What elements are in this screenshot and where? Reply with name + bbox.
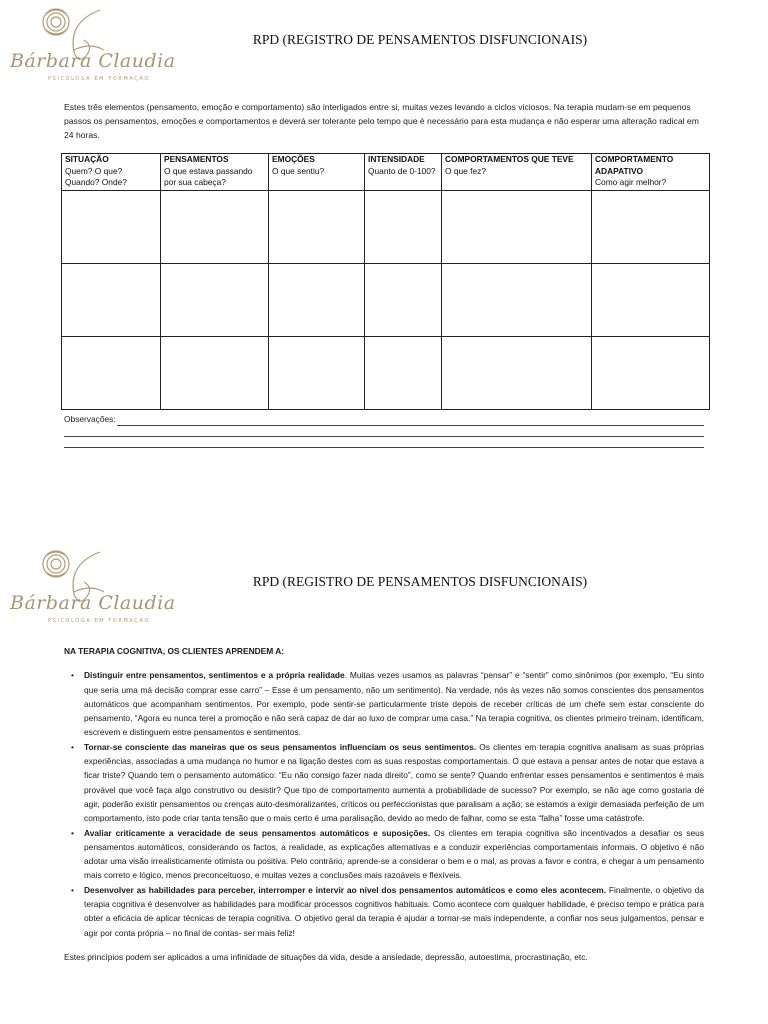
- table-cell[interactable]: [592, 191, 710, 264]
- logo-subtitle: PSICÓLOGA EM FORMAÇÃO: [48, 618, 150, 624]
- table-cell[interactable]: [62, 264, 161, 337]
- list-item: • Desenvolver as habilidades para perceber, interromper e intervir ao nível dos pensamentos automáticos e como eles acontecem. Finalmente, o objetivo da terapia cognitiva é desenvolver as habilidades para modificar processos cognitivos habituais. Como acontece com qualquer habilidade, é preciso tempo e prática para obter a eficácia de aplicar técnicas de terapia cognitiva. O objetivo geral da terapia é ajudar a tornar-se mais independente, a confiar nos seus julgamentos, pensar e agir por conta própria – no final de contas- ser mais feliz!: [71, 884, 704, 938]
- observations-line[interactable]: [64, 437, 704, 448]
- page-2: [0, 540, 768, 1024]
- table-row: [62, 264, 710, 337]
- table-header-row: [62, 154, 710, 191]
- list-item: • Tornar-se consciente das maneiras que os seus pensamentos influenciam os seus sentimentos. Os clientes em terapia cognitiva analisam as suas próprias experiências, associadas a uma mudança no humor e na ligação destes com as suas respostas comportamentais. O que estava a pensar antes de notar que estava a ficar triste? Quando tem o pensamento automático: “Eu não consigo fazer nada direito”, como se sente? Quando enfrentar esses pensamentos e sentimentos é mais provável que você faça algo construtivo ou desistir? Que tipo de comportamento aumenta a probabilidade de sucesso? Por exemplo, se não age como gostaria de agir, poderão existir pensamentos ou crenças auto-desmoralizantes, críticos ou perfeccionistas que paralisam a ação; se estamos a exigir demasiada perfeição de um comportamento, isto pode criar tanta tensão que o mais certo é uma paralisação, devido ao medo de falhar, como se esta “falha” fosse uma catástrofe.: [71, 741, 704, 824]
- table-row: [62, 337, 710, 410]
- table-cell[interactable]: [365, 264, 442, 337]
- page-title: RPD (REGISTRO DE PENSAMENTOS DISFUNCIONAIS): [252, 32, 588, 47]
- page-title: RPD (REGISTRO DE PENSAMENTOS DISFUNCIONAIS): [252, 574, 588, 589]
- observations-line[interactable]: [64, 426, 704, 437]
- table-cell[interactable]: [365, 337, 442, 410]
- table-cell[interactable]: [269, 264, 365, 337]
- bullet-icon: •: [71, 670, 74, 681]
- closing-paragraph: Estes princípios podem ser aplicados a uma infinidade de situações da vida, desde a ansiedade, depressão, autoestima, procrastinação, etc.: [64, 951, 588, 962]
- table-cell[interactable]: [592, 337, 710, 410]
- logo-name: Bárbara Claudia: [10, 592, 176, 614]
- column-header-pensamentos: PENSAMENTOS O que estava passando por sua cabeça?: [161, 154, 269, 191]
- table-cell[interactable]: [592, 264, 710, 337]
- observations-label: Observações:: [64, 414, 116, 424]
- logo: [8, 2, 176, 88]
- intro-paragraph: Estes três elementos (pensamento, emoção e comportamento) são interligados entre si, muitas vezes levando a ciclos viciosos. Na terapia mudam-se em pequenos passos os pensamentos, emoções e comportamentos e deverá ser tolerante pelo tempo que é necessário para esta mudança e não esperar uma alteração radical em 24 horas.: [64, 102, 699, 140]
- column-header-intensidade: INTENSIDADE Quanto de 0-100?: [365, 154, 442, 191]
- list-item: • Avaliar criticamente a veracidade de seus pensamentos automáticos e suposições. Os clientes em terapia cognitiva são incentivados a desafiar os seus pensamentos automáticos, considerando os factos, a realidade, as explicações alternativas e a conduzir experiências comportamentais informais. O objetivo é não adotar uma visão irrealisticamente otimista ou positiva. Pelo contrário, aprende-se a considerar o bem e o mal, as provas a favor e contra, e chegar a um pensamento mais correto e lógico, menos preconceituoso, e muitas vezes a conclusões mais razoáveis e flexíveis.: [71, 827, 705, 881]
- logo-subtitle: PSICÓLOGA EM FORMAÇÃO: [48, 76, 150, 82]
- logo: [8, 544, 176, 630]
- column-header-emocoes: EMOÇÕES O que sentiu?: [269, 154, 365, 191]
- list-item: • Distinguir entre pensamentos, sentimentos e a própria realidade. Muitas vezes usamos as palavras “pensar” e “sentir” como sinônimos (por exemplo, “Eu sinto que seria uma má decisão comprar esse carro” – Esse é um pensamento, não um sentimento). Na verdade, nós às vezes não somos conscientes dos pensamentos automáticos que acompanham sentimentos. Por exemplo, pode sentir-se particularmente triste depois de receber críticas de um chefe sem estar consciente do pensamento, “Agora eu nunca terei a promoção e não será capaz de dar ao luxo de comprar uma casa.” Na terapia cognitiva, os clientes primeiro treinam, identificam, escrevem e distinguem entre pensamentos e sentimentos.: [71, 670, 704, 738]
- column-header-comportamentos: COMPORTAMENTOS QUE TEVE O que fez?: [442, 154, 592, 191]
- table-cell[interactable]: [62, 191, 161, 264]
- table-cell[interactable]: [161, 337, 269, 410]
- page-1: [0, 0, 768, 500]
- table-cell[interactable]: [442, 337, 592, 410]
- table-cell[interactable]: [161, 191, 269, 264]
- table-cell[interactable]: [62, 337, 161, 410]
- observations-line[interactable]: [117, 415, 704, 426]
- bullet-icon: •: [71, 741, 74, 752]
- column-header-comportamento-adaptativo: COMPORTAMENTO ADAPATIVO Como agir melhor?: [592, 154, 710, 191]
- table-cell[interactable]: [269, 337, 365, 410]
- logo-name: Bárbara Claudia: [10, 50, 176, 72]
- section-heading: NA TERAPIA COGNITIVA, OS CLIENTES APRENDEM A:: [64, 646, 285, 656]
- rpd-table: [61, 153, 710, 410]
- table-cell[interactable]: [442, 264, 592, 337]
- table-cell[interactable]: [269, 191, 365, 264]
- column-header-situacao: SITUAÇÃO Quem? O que? Quando? Onde?: [62, 154, 161, 191]
- table-cell[interactable]: [161, 264, 269, 337]
- observations: [64, 412, 704, 448]
- bullet-icon: •: [71, 827, 74, 838]
- bullet-icon: •: [71, 884, 74, 895]
- table-row: [62, 191, 710, 264]
- table-cell[interactable]: [442, 191, 592, 264]
- table-cell[interactable]: [365, 191, 442, 264]
- principles-content: [64, 644, 704, 964]
- principles-list: [64, 668, 704, 940]
